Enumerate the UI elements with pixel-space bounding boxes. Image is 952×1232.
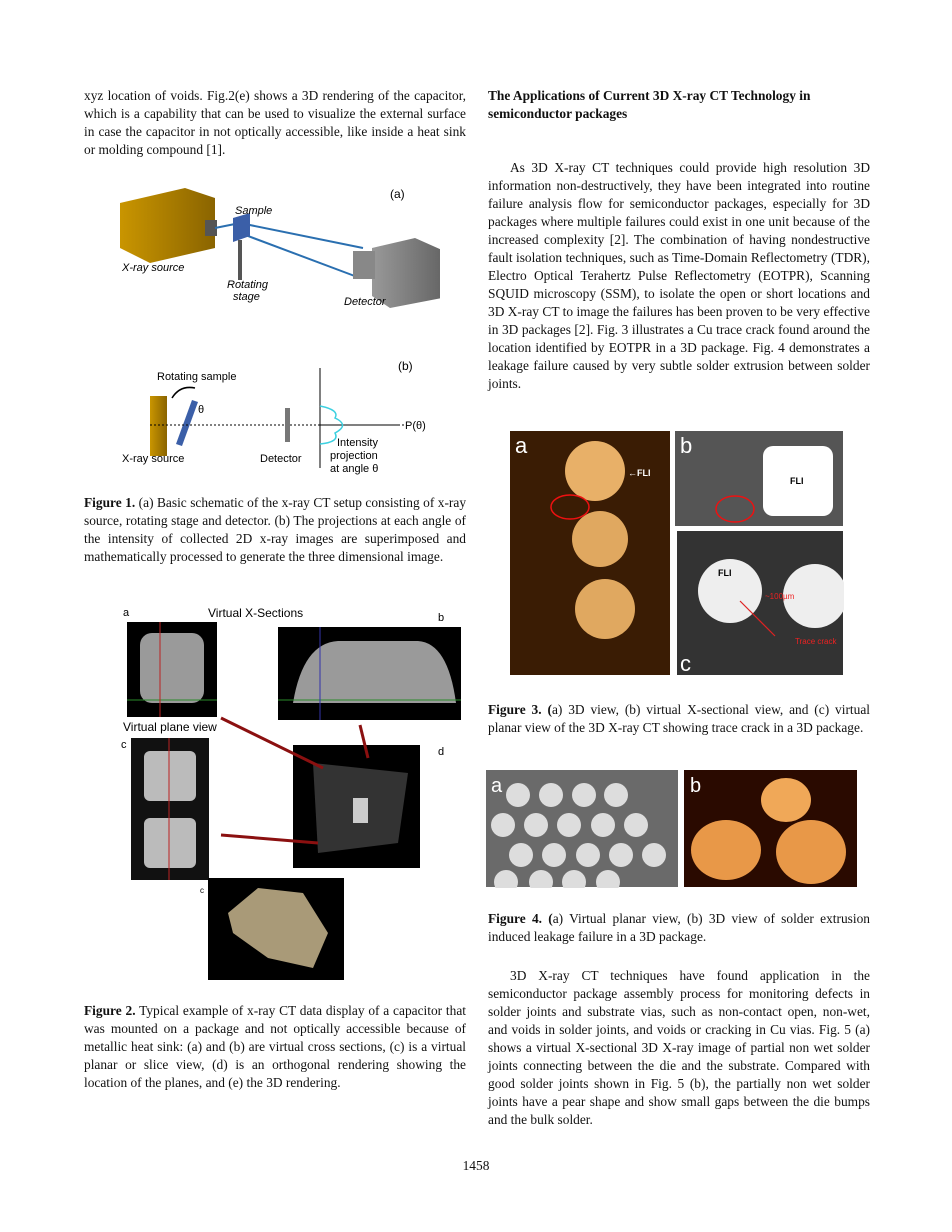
figure-3-images (510, 431, 844, 677)
svg-text:a: a (515, 433, 528, 458)
svg-text:FLI: FLI (790, 476, 804, 486)
svg-text:Virtual X-Sections: Virtual X-Sections (208, 606, 304, 620)
svg-text:a: a (491, 775, 503, 797)
svg-text:Detector: Detector (260, 453, 302, 465)
svg-text:c: c (200, 886, 204, 895)
svg-text:Trace crack: Trace crack (795, 637, 837, 646)
svg-text:b: b (690, 775, 702, 797)
paragraph: xyz location of voids. Fig.2(e) shows a 3D rendering of the capacitor, which is a capability that can be used to visualize the external surface in case the capacitor in not optically accessible, like inside a heat sink or molding compound [1]. (84, 88, 466, 157)
svg-text:projection: projection (330, 450, 378, 462)
svg-text:Virtual plane view: Virtual plane view (123, 720, 217, 734)
svg-text:c: c (680, 651, 691, 676)
svg-text:a: a (123, 607, 130, 619)
figure-2-caption: Figure 2. Typical example of x-ray CT data display of a capacitor that was mounted on a package and not optically accessible because of metallic heat sink: (a) and (b) are virtual cross sections, (c) is a virtual planar or slice view, (d) is an orthogonal rendering showing the location of the planes, and (e) the 3D rendering. (84, 1003, 467, 1090)
svg-text:P(θ): P(θ) (405, 420, 426, 432)
paragraph: As 3D X-ray CT techniques could provide high resolution 3D information non-destructively, they have been integrated into routine failure analysis flow for semiconductor packages, especially for 3D packages where multiple failures could exist in one unit because of the increased complexity [2]. The combination of having nondestructive fault isolation techniques, such as Time-Domain Reflectometry (TDR), Electro Optical Terahertz Pulse Reflectometry (EOTPR), Scanning SQUID microscopy (SSM), to isolate the open or short locations and 3D X-ray CT to image the failures has been proven to be very effective in 3D packages [2]. Fig. 3 illustrates a Cu trace crack found around the location identified by EOTPR in a 3D package. Fig. 4 demonstrates a leakage failure caused by very subtle solder extrusion between solder joints. (488, 160, 870, 391)
svg-text:d: d (438, 746, 445, 758)
svg-text:c: c (121, 739, 127, 751)
svg-text:Rotating sample: Rotating sample (157, 371, 237, 383)
svg-text:at angle θ: at angle θ (330, 463, 379, 475)
paragraph: 3D X-ray CT techniques have found application in the semiconductor package assembly process for monitoring defects in solder joints and substrate vias, such as non-contact open, non-wet, and voids in solder joints, and voids or cracking in Cu vias. Fig. 5 (a) shows a virtual X-sectional 3D X-ray image of partial non wet solder joints connecting between the die and the substrate. Compared with good solder joints shown in Fig. 5 (b), the partially non wet solder joints have a pear shape and show small gaps between the die bumps and the bulk solder. (488, 968, 870, 1127)
svg-text:Detector: Detector (344, 296, 386, 308)
figure-1-schematic (110, 178, 440, 478)
figure-4-caption: Figure 4. (a) Virtual planar view, (b) 3D view of solder extrusion induced leakage failure in a 3D package. (488, 911, 870, 944)
svg-text:~100µm: ~100µm (765, 592, 795, 601)
svg-text:b: b (438, 612, 445, 624)
svg-text:(b): (b) (398, 359, 413, 373)
svg-text:Rotating: Rotating (227, 279, 268, 291)
page-number: 1458 (462, 1158, 490, 1173)
svg-text:FLI: FLI (718, 568, 732, 578)
svg-text:Intensity: Intensity (337, 437, 378, 449)
svg-text:θ: θ (198, 404, 205, 416)
figure-4-images (486, 770, 858, 888)
svg-text:(a): (a) (390, 187, 405, 201)
svg-text:←FLI: ←FLI (628, 468, 651, 478)
figure-3-caption: Figure 3. (a) 3D view, (b) virtual X-sectional view, and (c) virtual planar view of the 3D X-ray CT showing trace crack in a 3D package. (488, 702, 870, 735)
svg-text:X-ray source: X-ray source (122, 262, 185, 274)
svg-text:Sample: Sample (235, 205, 273, 217)
sample (233, 213, 250, 242)
figure-2-images (118, 603, 463, 983)
svg-text:b: b (680, 433, 693, 458)
svg-text:X-ray source: X-ray source (122, 453, 185, 465)
section-heading: The Applications of Current 3D X-ray CT Technology in semiconductor packages (488, 88, 811, 121)
figure-1-caption: Figure 1. (a) Basic schematic of the x-ray CT setup consisting of x-ray source, rotating stage and detector. (b) The projections at each angle of the intensity of collected 2D x-ray images are superimposed and mathematically processed to generate the three dimensional image. (84, 495, 467, 564)
svg-text:stage: stage (233, 291, 260, 303)
xray-source-box (120, 188, 215, 263)
